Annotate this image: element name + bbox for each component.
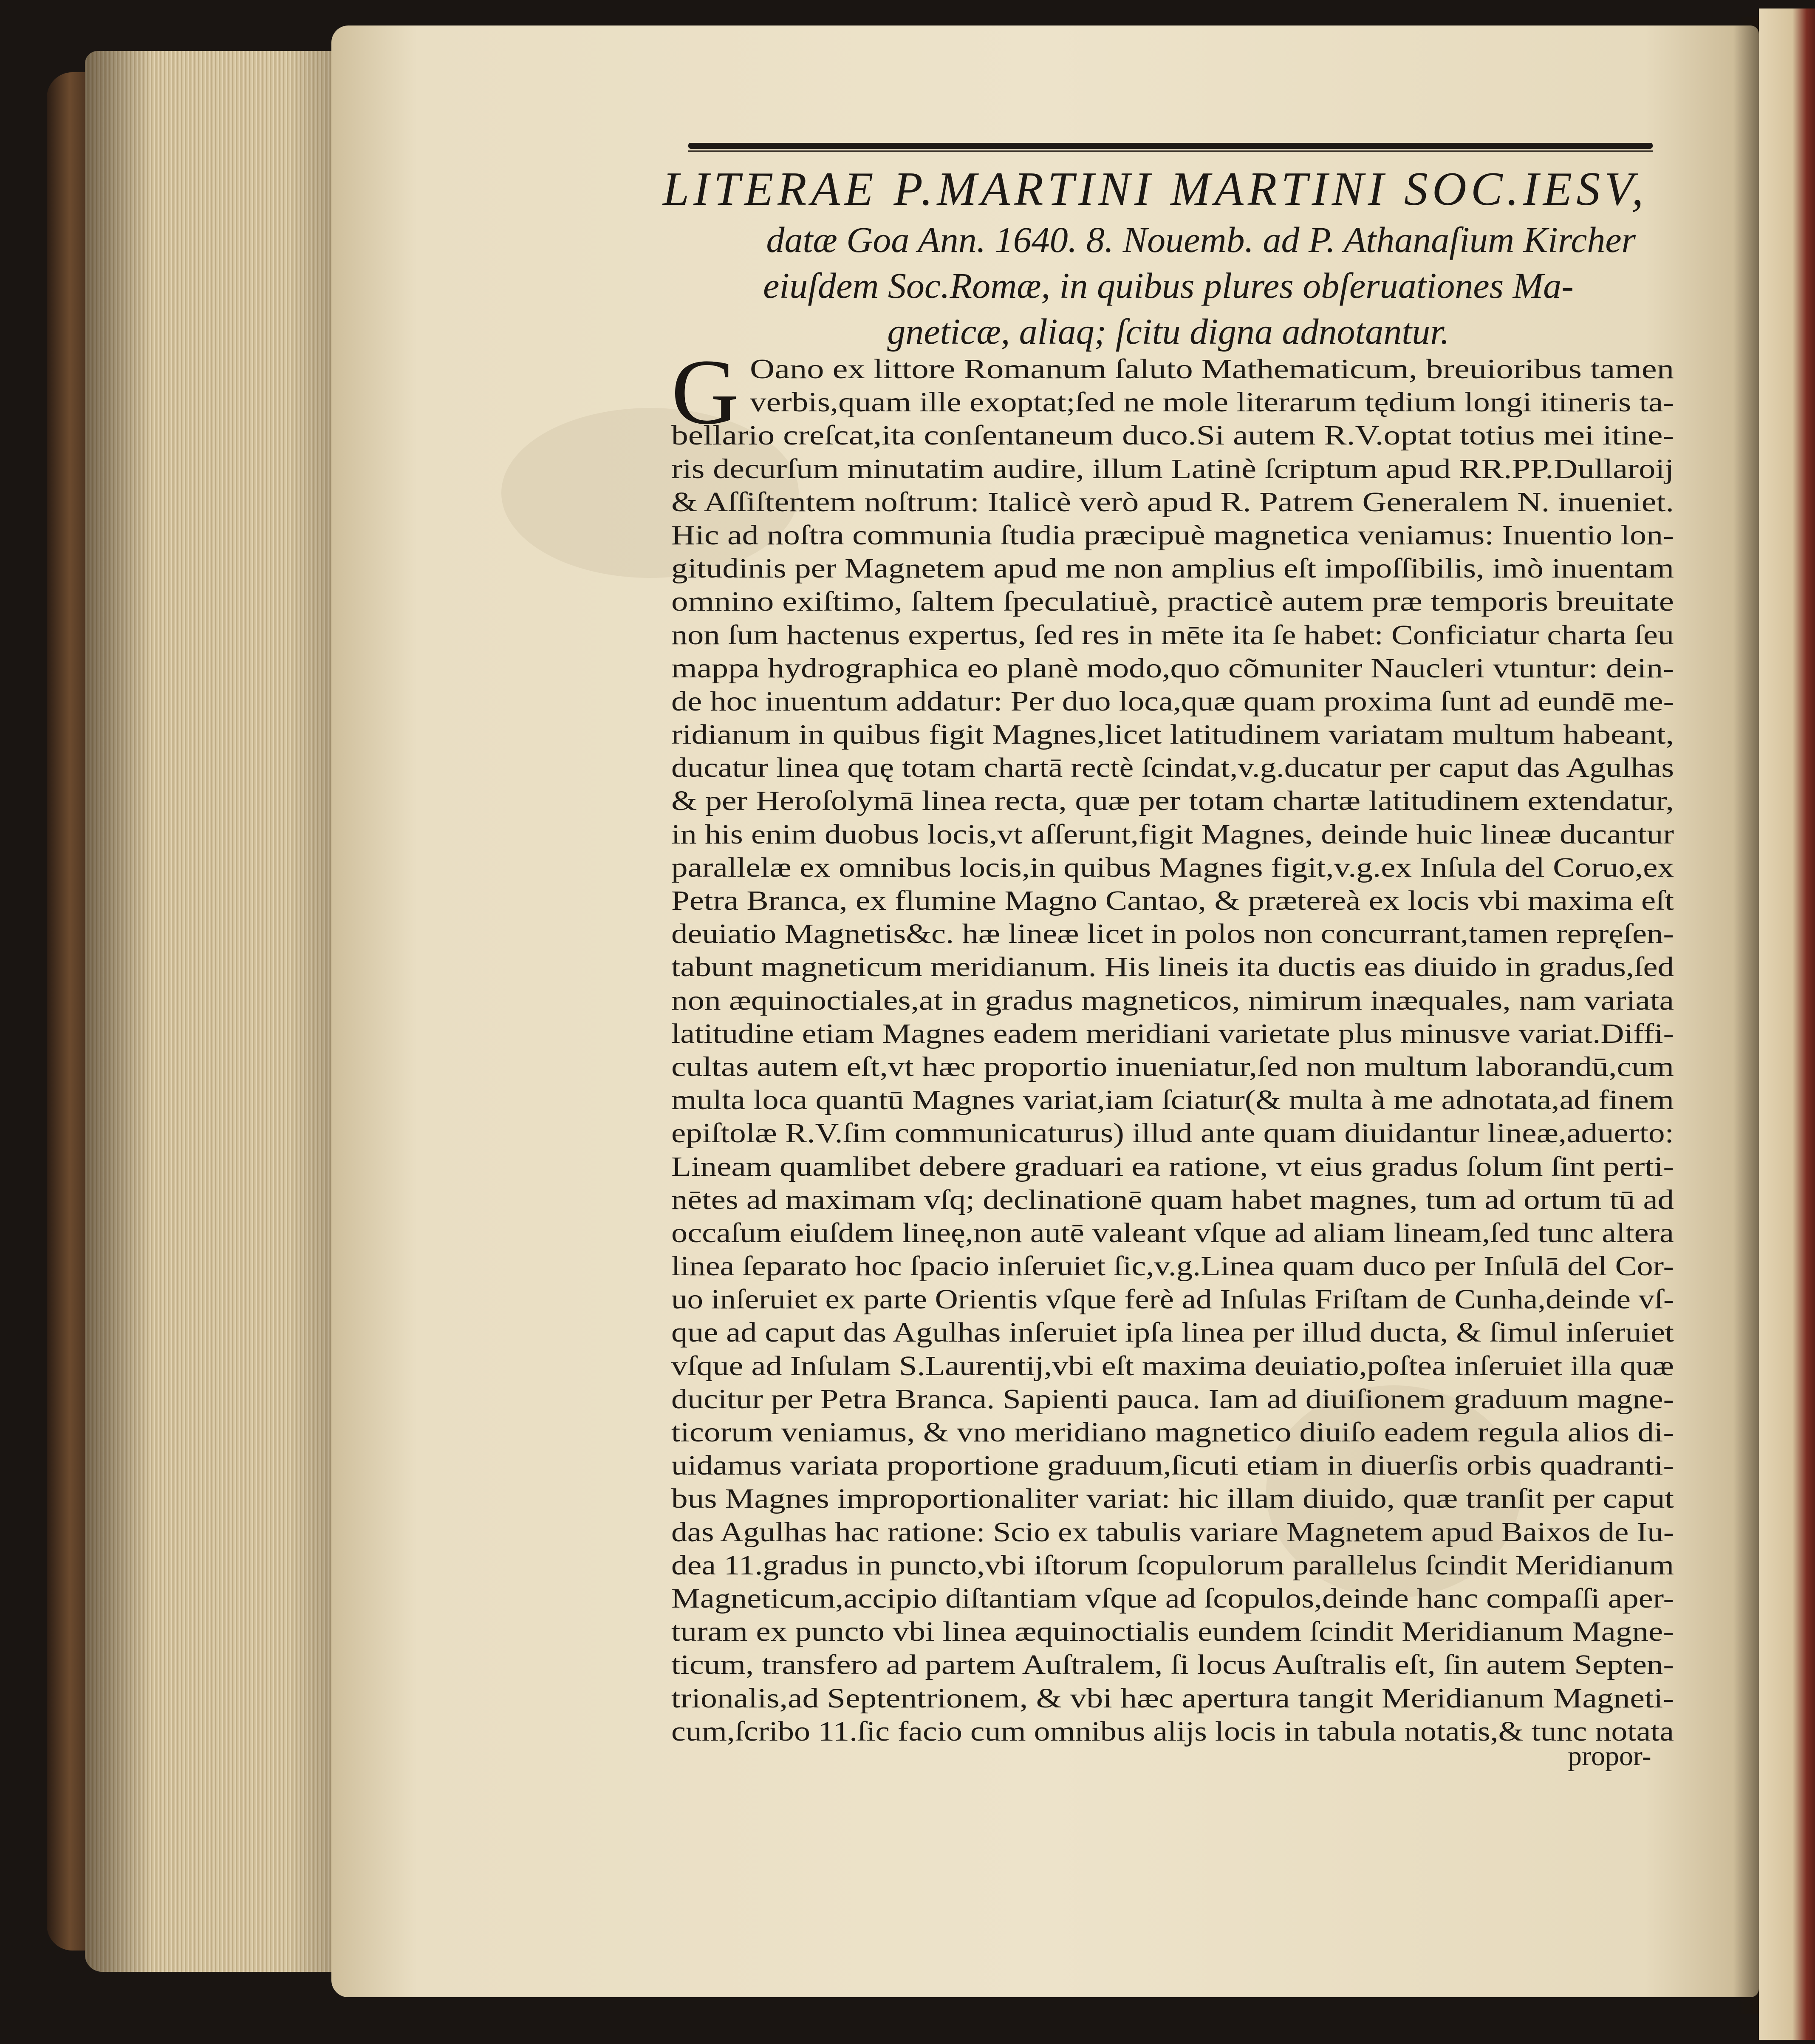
text-line: uo inſeruiet ex parte Orientis vſque ferè ad Inſulas Friſtam de Cunha,deinde vſ- bbox=[671, 1284, 1674, 1315]
text-line: cultas autem eſt,vt hæc proportio inueniatur,ſed non multum laborandū,cum bbox=[671, 1051, 1674, 1082]
text-line bbox=[671, 1748, 1674, 1781]
facing-page-edge bbox=[1759, 8, 1815, 2040]
text-line: ticum, transfero ad partem Auſtralem, ſi locus Auſtralis eſt, ſin autem Septen- bbox=[671, 1649, 1674, 1681]
text-line: dea 11.gradus in puncto,vbi iſtorum ſcopulorum parallelus ſcindit Meridianum bbox=[671, 1549, 1674, 1581]
text-line: Hic ad noſtra communia ſtudia præcipuè magnetica veniamus: Inuentio lon- bbox=[671, 519, 1674, 551]
text-line: occaſum eiuſdem lineę,non autē valeant vſque ad aliam lineam,ſed tunc altera bbox=[671, 1217, 1674, 1248]
text-line: & Aſſiſtentem noſtrum: Italicè verò apud R. Patrem Generalem N. inueniet. bbox=[671, 486, 1674, 518]
text-line: bus Magnes improportionaliter variat: hic illam diuido, quæ tranſit per caput bbox=[671, 1483, 1674, 1515]
text-line: non æquinoctiales,at in gradus magneticos, nimirum inæquales, nam variata bbox=[671, 985, 1674, 1016]
text-line: non ſum hactenus expertus, ſed res in mēte ita ſe habet: Conficiatur charta ſeu bbox=[671, 619, 1674, 651]
text-line: Oano ex littore Romanum ſaluto Mathematicum, breuioribus tamen bbox=[750, 354, 1674, 385]
text-line: ticorum veniamus, & vno meridiano magnetico diuiſo eadem regula alios di- bbox=[671, 1417, 1674, 1448]
heading-subtitle-line: datæ Goa Ann. 1640. 8. Nouemb. ad P. Athanaſium Kircher bbox=[766, 219, 1636, 260]
catchword: propor- bbox=[1568, 1741, 1651, 1772]
header-rule bbox=[688, 143, 1653, 149]
text-line: cum,ſcribo 11.ſic facio cum omnibus alijs locis in tabula notatis,& tunc notata bbox=[671, 1716, 1674, 1747]
text-line: das Agulhas hac ratione: Scio ex tabulis variare Magnetem apud Baixos de Iu- bbox=[671, 1516, 1674, 1548]
text-line: & per Heroſolymā linea recta, quæ per totam chartæ latitudinem extendatur, bbox=[671, 785, 1674, 817]
text-line: uidamus variata proportione graduum,ſicuti etiam in diuerſis orbis quadranti- bbox=[671, 1450, 1674, 1481]
text-line: de hoc inuentum addatur: Per duo loca,quæ quam proxima ſunt ad eundē me- bbox=[671, 685, 1674, 717]
text-line: nētes ad maximam vſq; declinationē quam habet magnes, tum ad ortum tū ad bbox=[671, 1184, 1674, 1215]
heading-subtitle-line: eiuſdem Soc.Romæ, in quibus plures obſeruationes Ma- bbox=[763, 265, 1574, 306]
text-line: ducitur per Petra Branca. Sapienti pauca. Iam ad diuiſionem graduum magne- bbox=[671, 1383, 1674, 1415]
text-line: omnino exiſtimo, ſaltem ſpeculatiuè, practicè autem præ temporis breuitate bbox=[671, 586, 1674, 617]
text-line: bellario creſcat,ita conſentaneum duco.Si autem R.V.optat totius mei itine- bbox=[671, 420, 1674, 451]
drop-cap: G bbox=[671, 340, 739, 444]
text-line: verbis,quam ille exoptat;ſed ne mole literarum tędium longi itineris ta- bbox=[750, 387, 1674, 418]
text-line: turam ex puncto vbi linea æquinoctialis eundem ſcindit Meridianum Magne- bbox=[671, 1616, 1674, 1648]
text-line: epiſtolæ R.V.ſim communicaturus) illud ante quam diuidantur lineæ,aduerto: bbox=[671, 1118, 1674, 1149]
text-line: linea ſeparato hoc ſpacio inſeruiet ſic,v.g.Linea quam duco per Inſulā del Cor- bbox=[671, 1251, 1674, 1282]
text-line: tabunt magneticum meridianum. His lineis ita ductis eas diuido in gradus,ſed bbox=[671, 951, 1674, 983]
text-line: multa loca quantū Magnes variat,iam ſciatur(& multa à me adnotata,ad finem bbox=[671, 1084, 1674, 1116]
text-line: vſque ad Inſulam S.Laurentij,vbi eſt maxima deuiatio,poſtea inſeruiet illa quæ bbox=[671, 1350, 1674, 1382]
text-line: trionalis,ad Septentrionem, & vbi hæc apertura tangit Meridianum Magneti- bbox=[671, 1682, 1674, 1714]
text-line: mappa hydrographica eo planè modo,quo cõmuniter Naucleri vtuntur: dein- bbox=[671, 652, 1674, 684]
text-line: latitudine etiam Magnes eadem meridiani varietate plus minusve variat.Diffi- bbox=[671, 1018, 1674, 1049]
text-line: ducatur linea quę totam chartā rectè ſcindat,v.g.ducatur per caput das Agulhas bbox=[671, 752, 1674, 784]
text-line: ridianum in quibus figit Magnes,licet latitudinem variatam multum habeant, bbox=[671, 719, 1674, 750]
text-line: Petra Branca, ex flumine Magno Cantao, & prætereà ex locis vbi maxima eſt bbox=[671, 885, 1674, 916]
text-line: Magneticum,accipio diſtantiam vſque ad ſcopulos,deinde hanc compaſſi aper- bbox=[671, 1583, 1674, 1614]
text-line: in his enim duobus locis,vt aſſerunt,figit Magnes, deinde huic lineæ ducantur bbox=[671, 818, 1674, 850]
page-block-edges bbox=[85, 51, 357, 1972]
heading-title: LITERAE P.MARTINI MARTINI SOC.IESV, bbox=[663, 163, 1648, 215]
letter-heading bbox=[663, 161, 1674, 354]
text-line: Lineam quamlibet debere graduari ea ratione, vt eius gradus ſolum ſint perti- bbox=[671, 1151, 1674, 1182]
text-line: que ad caput das Agulhas inſeruiet ipſa linea per illud ducta, & ſimul inſeruiet bbox=[671, 1317, 1674, 1348]
text-line: ris decurſum minutatim audire, illum Latinè ſcriptum apud RR.PP.Dullaroij bbox=[671, 453, 1674, 484]
text-line: deuiatio Magnetis&c. hæ lineæ licet in polos non concurrant,tamen repręſen- bbox=[671, 918, 1674, 950]
text-line: parallelæ ex omnibus locis,in quibus Magnes figit,v.g.ex Inſula del Coruo,ex bbox=[671, 852, 1674, 883]
heading-subtitle-line: gneticæ, aliaq; ſcitu digna adnotantur. bbox=[887, 311, 1450, 352]
letter-body bbox=[671, 340, 1674, 1781]
text-line: gitudinis per Magnetem apud me non amplius eſt impoſſibilis, imò inuentam bbox=[671, 553, 1674, 584]
